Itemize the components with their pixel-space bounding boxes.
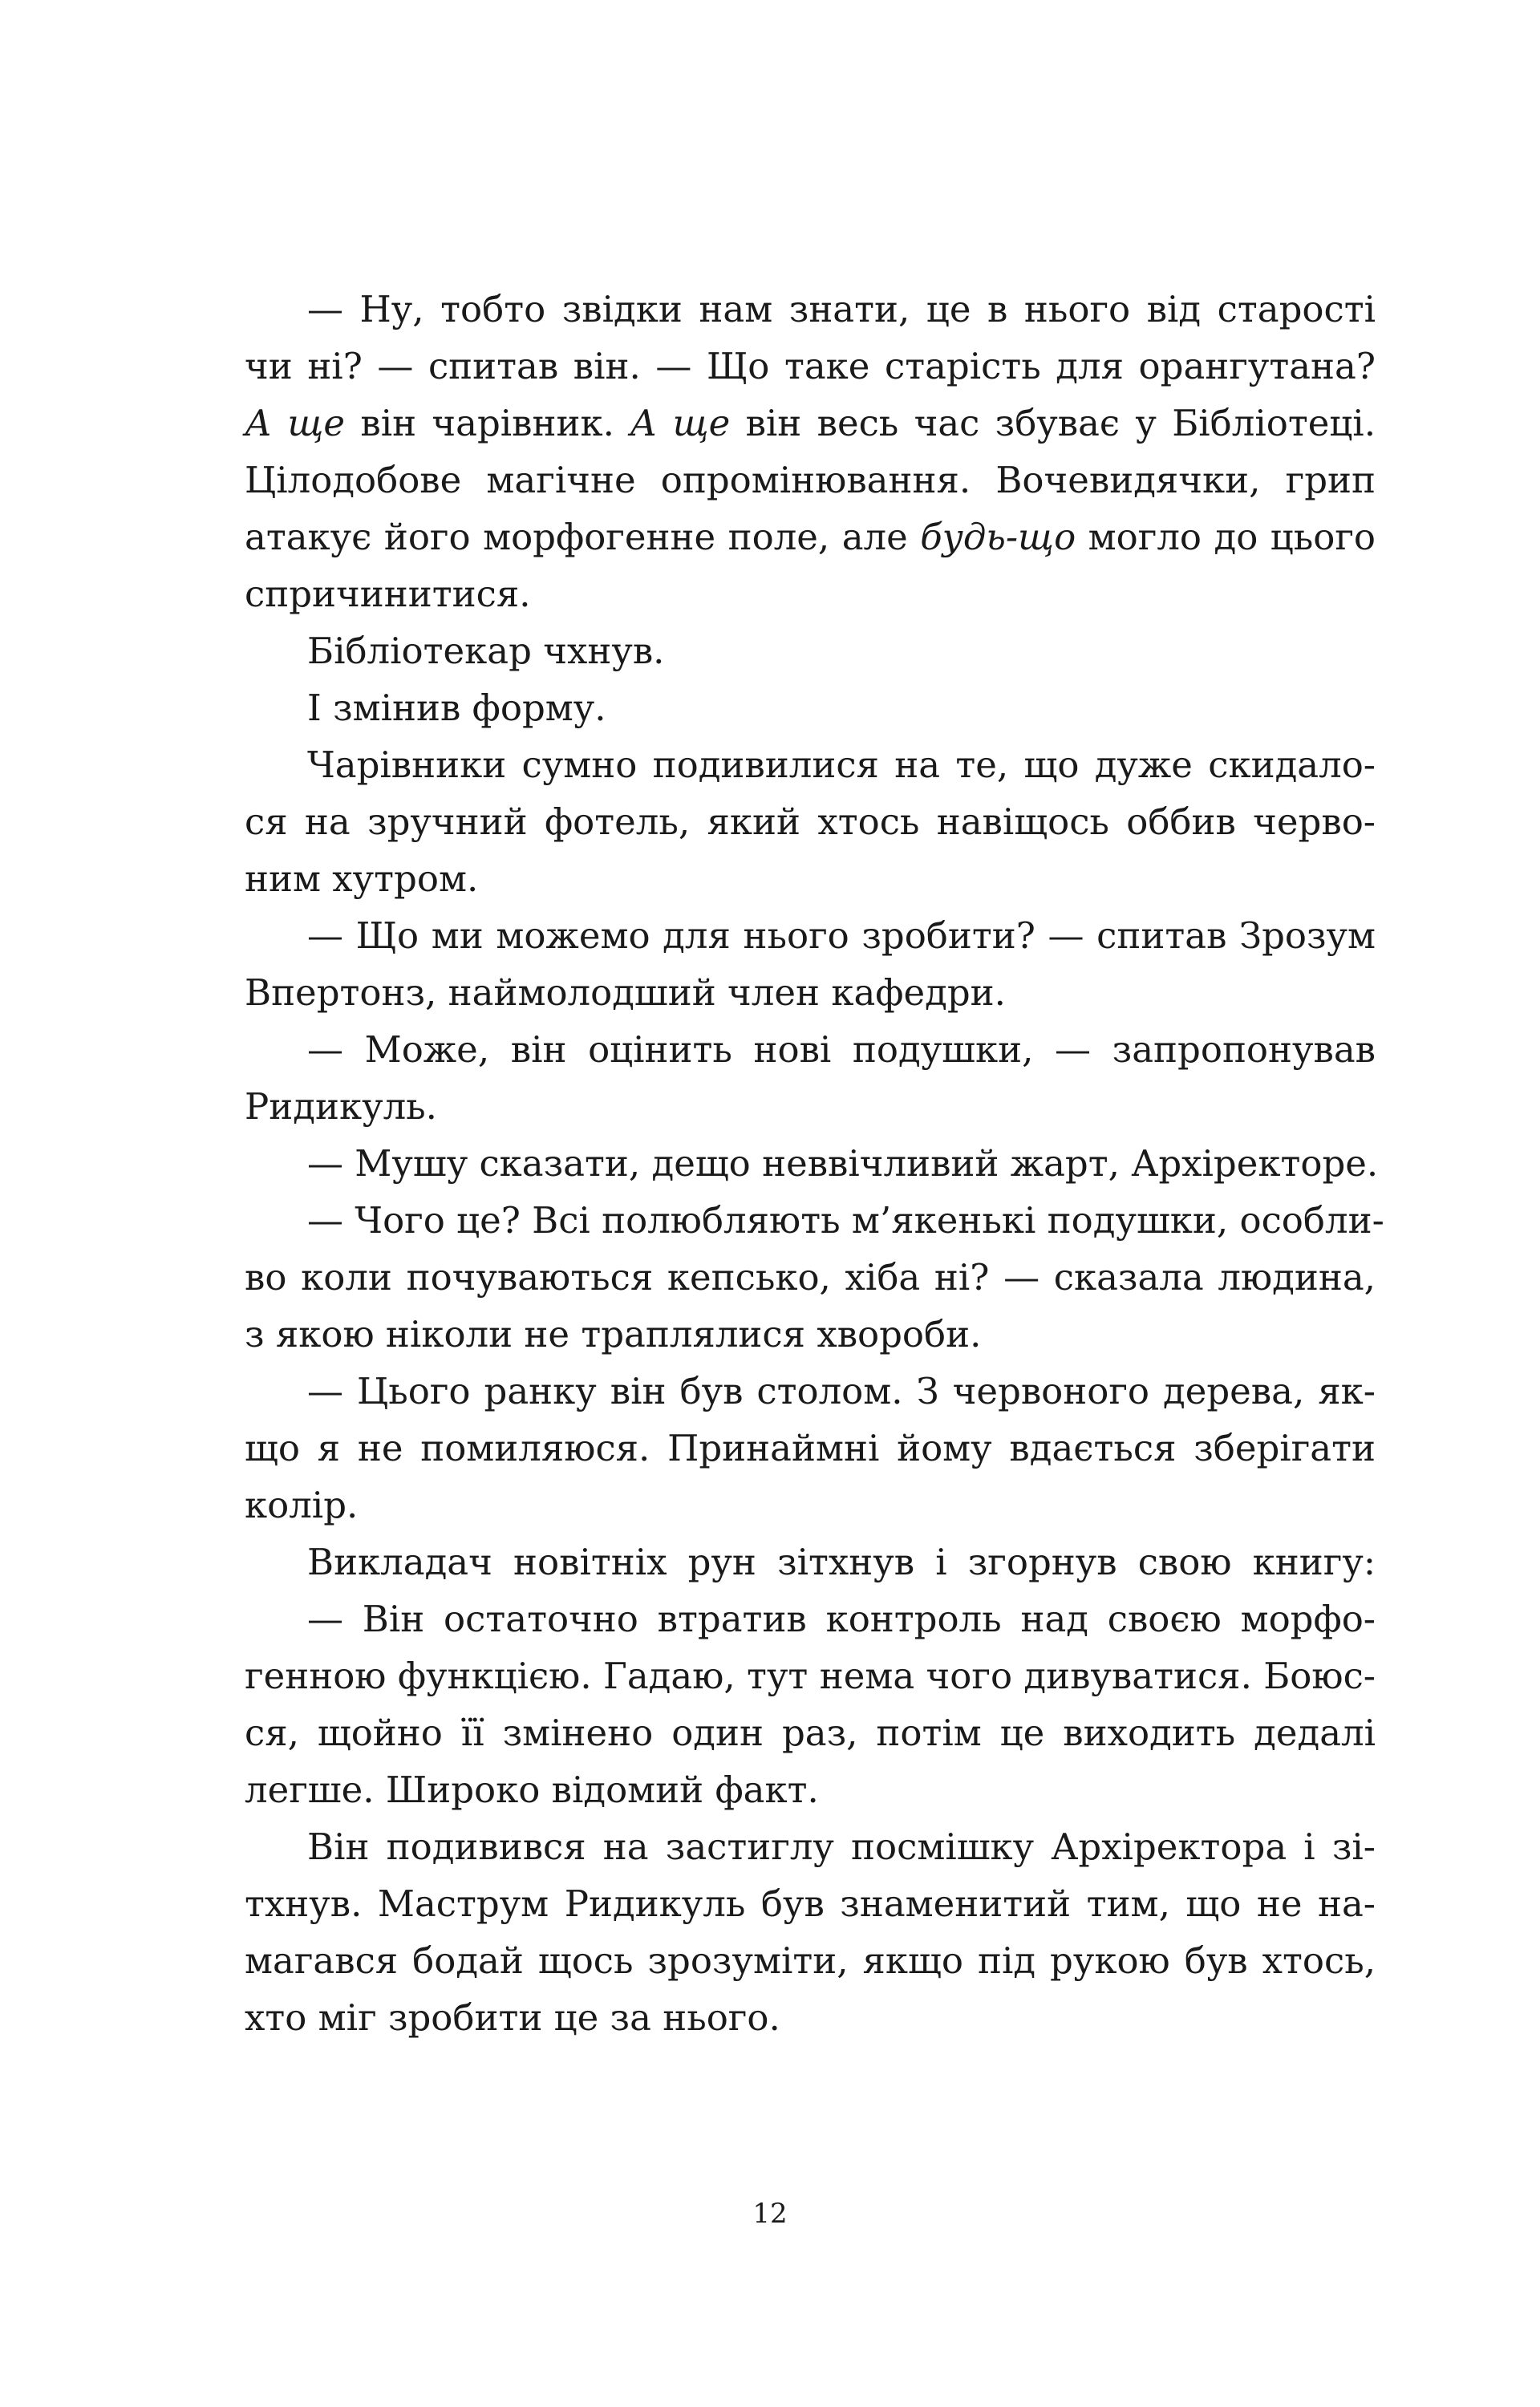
text-segment: — Цього ранку він був столом. З червоного дерева, як- — [307, 1370, 1376, 1412]
text-line — [245, 907, 1376, 964]
text-line — [245, 1249, 1376, 1306]
body-text — [245, 281, 1384, 2046]
text-line — [245, 850, 1376, 907]
text-segment: легше. Широко відомий факт. — [245, 1769, 819, 1811]
text-line — [245, 736, 1376, 793]
text-segment: Викладач новітніх рун зітхнув і згорнув свою книгу: — [307, 1541, 1376, 1583]
text-line — [245, 281, 1376, 338]
text-line — [245, 509, 1376, 565]
text-line — [245, 1021, 1376, 1078]
text-segment: ним хутром. — [245, 857, 479, 900]
text-segment: Бібліотекар чхнув. — [307, 630, 665, 672]
text-segment: тхнув. Маструм Ридикуль був знаменитий тим, що не на- — [245, 1882, 1376, 1925]
text-line — [245, 1818, 1376, 1875]
text-line — [245, 338, 1376, 395]
text-line — [245, 452, 1376, 509]
text-segment: — Може, він оцінить нові подушки, — запропонував — [307, 1028, 1376, 1071]
page-number: 12 — [752, 2198, 788, 2230]
text-line — [245, 1420, 1376, 1477]
text-line — [245, 1078, 1376, 1135]
text-segment: Цілодобове магічне опромінювання. Вочевидячки, грип — [245, 459, 1376, 501]
text-line — [245, 679, 1376, 736]
italic-text: А ще — [630, 402, 731, 444]
text-segment: генною функцією. Гадаю, тут нема чого дивуватися. Боюс- — [245, 1655, 1376, 1697]
text-segment: — Що ми можемо для нього зробити? — спитав Зрозум — [307, 914, 1376, 957]
text-line — [245, 1932, 1376, 1989]
text-segment: Ридикуль. — [245, 1085, 437, 1128]
text-line — [245, 1192, 1384, 1249]
text-line — [245, 1135, 1379, 1192]
text-line — [245, 1363, 1376, 1420]
italic-text: будь-що — [920, 516, 1076, 558]
text-segment: — Ну, тобто звідки нам знати, це в нього від старості — [307, 288, 1376, 330]
text-line — [245, 1534, 1376, 1590]
text-line — [245, 622, 1376, 679]
text-line — [245, 1761, 1376, 1818]
text-line — [245, 395, 1376, 452]
text-line — [245, 793, 1376, 850]
text-segment: з якою ніколи не траплялися хвороби. — [245, 1313, 982, 1355]
text-line — [245, 1647, 1376, 1704]
text-segment: — Мушу сказати, дещо неввічливий жарт, Архіректоре. — [307, 1142, 1379, 1185]
italic-text: А ще — [245, 402, 346, 444]
text-segment: ся, щойно її змінено один раз, потім це виходить дедалі — [245, 1712, 1376, 1754]
text-segment: хто міг зробити це за нього. — [245, 1996, 780, 2039]
text-segment: він весь час збуває у Бібліотеці. — [730, 402, 1376, 444]
text-line — [245, 964, 1376, 1021]
text-segment: він чарівник. — [345, 402, 630, 444]
text-line — [245, 1477, 1376, 1534]
text-segment: ся на зручний фотель, який хтось навіщось оббив черво- — [245, 800, 1376, 843]
text-line — [245, 1989, 1376, 2046]
text-segment: Чарівники сумно подивилися на те, що дуже скидало- — [307, 744, 1376, 786]
text-segment: Він подивився на застиглу посмішку Архіректора і зі- — [307, 1826, 1376, 1868]
text-segment: спричинитися. — [245, 573, 531, 615]
text-line — [245, 1704, 1376, 1761]
text-segment: могло до цього — [1076, 516, 1376, 558]
text-segment: І змінив форму. — [307, 687, 606, 729]
text-segment: — Чого це? Всі полюбляють м’якенькі подушки, особли- — [307, 1199, 1384, 1242]
text-line — [245, 1875, 1376, 1932]
text-segment: магався бодай щось зрозуміти, якщо під рукою був хтось, — [245, 1939, 1376, 1982]
text-segment: Впертонз, наймолодший член кафедри. — [245, 971, 1006, 1014]
text-line — [245, 1590, 1376, 1647]
text-segment: що я не помиляюся. Принаймні йому вдається зберігати — [245, 1427, 1376, 1469]
text-segment: атакує його морфогенне поле, але — [245, 516, 921, 558]
text-segment: чи ні? — спитав він. — Що таке старість для орангутана? — [245, 345, 1376, 387]
text-line — [245, 565, 1376, 622]
text-segment: во коли почуваються кепсько, хіба ні? — сказала людина, — [245, 1256, 1376, 1299]
text-line — [245, 1306, 1376, 1363]
text-segment: колір. — [245, 1484, 359, 1526]
text-segment: — Він остаточно втратив контроль над своєю морфо- — [307, 1598, 1376, 1640]
